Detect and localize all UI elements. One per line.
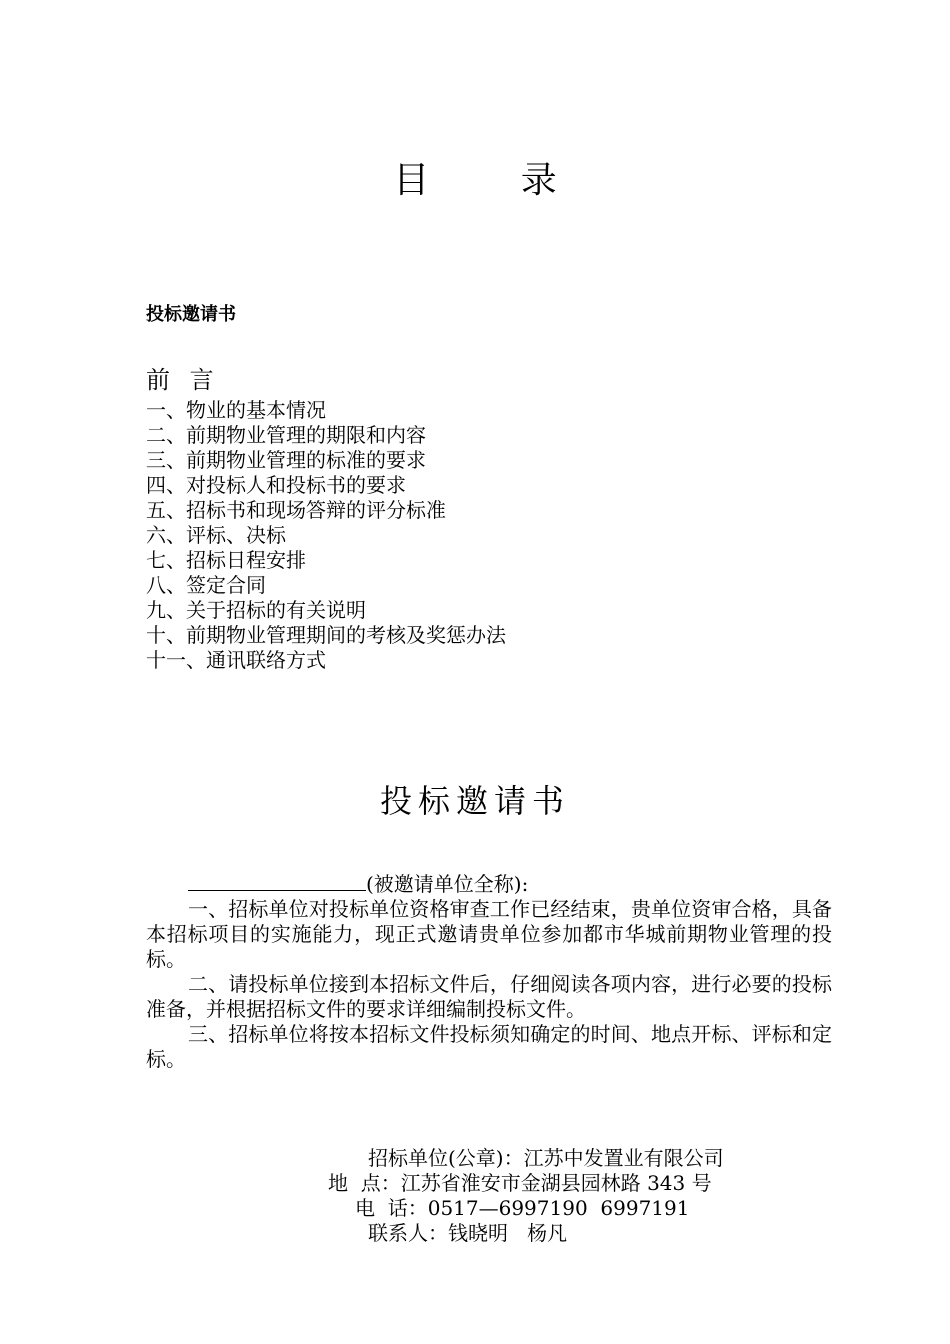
signature-issuer: 招标单位(公章)：江苏中发置业有限公司 xyxy=(368,1146,724,1170)
toc-item: 五、招标书和现场答辩的评分标准 xyxy=(146,498,446,522)
toc-item: 十一、通讯联络方式 xyxy=(146,648,326,672)
letter-paragraph: 三、招标单位将按本招标文件投标须知确定的时间、地点开标、评标和定标。 xyxy=(146,1022,832,1071)
toc-item: 八、签定合同 xyxy=(146,573,266,597)
toc-item: 七、招标日程安排 xyxy=(146,548,306,572)
toc-invite-heading: 投标邀请书 xyxy=(146,304,236,325)
salutation-text: (被邀请单位全称): xyxy=(366,872,529,896)
toc-item: 六、评标、决标 xyxy=(146,523,286,547)
signature-address: 地 点：江苏省淮安市金湖县园林路 343 号 xyxy=(328,1171,712,1195)
toc-item: 三、前期物业管理的标准的要求 xyxy=(146,448,426,472)
signature-contact: 联系人：钱晓明 杨凡 xyxy=(368,1221,568,1245)
letter-paragraph: 一、招标单位对投标单位资格审查工作已经结束，贵单位资审合格，具备本招标项目的实施能力，现正式邀请贵单位参加都市华城前期物业管理的投标。 xyxy=(146,897,832,971)
toc-title: 目 录 xyxy=(393,160,597,201)
letter-paragraph: 二、请投标单位接到本招标文件后，仔细阅读各项内容，进行必要的投标准备，并根据招标文件的要求详细编制投标文件。 xyxy=(146,972,832,1021)
recipient-blank-line xyxy=(188,872,366,891)
toc-item: 十、前期物业管理期间的考核及奖惩办法 xyxy=(146,623,506,647)
toc-foreword: 前 言 xyxy=(146,366,220,394)
toc-item: 九、关于招标的有关说明 xyxy=(146,598,366,622)
toc-item: 一、物业的基本情况 xyxy=(146,398,326,422)
letter-body xyxy=(146,872,832,1072)
signature-phone: 电 话：0517—6997190 6997191 xyxy=(355,1196,690,1220)
letter-title: 投标邀请书 xyxy=(379,782,570,820)
toc-item: 四、对投标人和投标书的要求 xyxy=(146,473,406,497)
toc-list xyxy=(146,398,506,673)
toc-item: 二、前期物业管理的期限和内容 xyxy=(146,423,426,447)
letter-salutation xyxy=(188,872,832,897)
